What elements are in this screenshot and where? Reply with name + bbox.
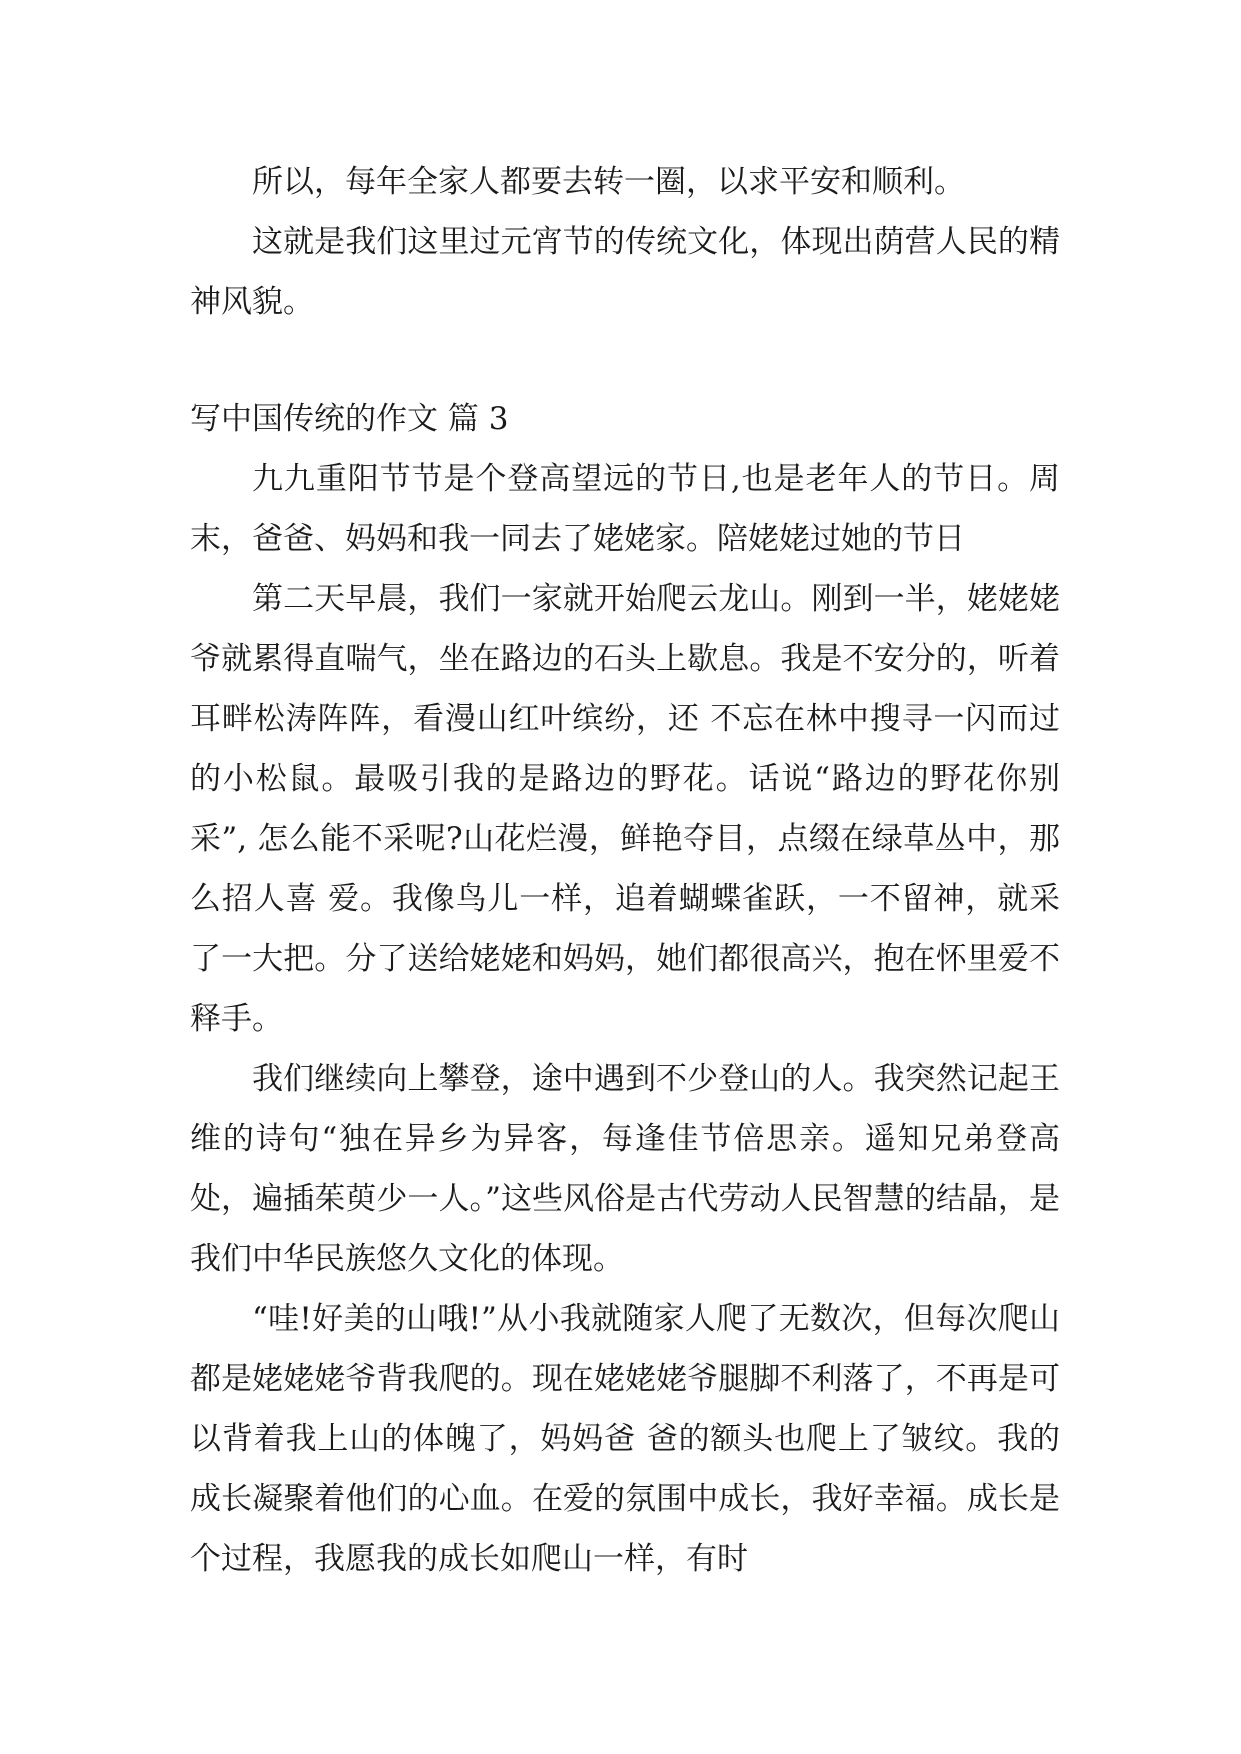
paragraph: 九九重阳节节是个登高望远的节日,也是老年人的节日。周末，爸爸、妈妈和我一同去了姥姥家。陪姥姥过她的节日: [190, 461, 1060, 557]
paragraph: 这就是我们这里过元宵节的传统文化，体现出荫营人民的精神风貌。: [190, 224, 1060, 320]
top-text-block: [190, 152, 1060, 332]
section-title: 写中国传统的作文 篇 3: [190, 401, 509, 437]
paragraph: 所以，每年全家人都要去转一圈，以求平安和顺利。: [252, 164, 965, 200]
paragraph: 第二天早晨，我们一家就开始爬云龙山。刚到一半，姥姥姥爷就累得直喘气，坐在路边的石头上歇息。我是不安分的，听着耳畔松涛阵阵，看漫山红叶缤纷，还 不忘在林中搜寻一闪而过的小松鼠。最吸引我的是路边的野花。话说“路边的野花你别采”, 怎么能不采呢?山花烂漫，鲜艳夺目，点缀在绿草丛中，那么招人喜 爱。我像鸟儿一样，追着蝴蝶雀跃，一不留神，就采了一大把。分了送给姥姥和妈妈，她们都很高兴，抱在怀里爱不释手。: [190, 581, 1060, 1037]
section-text-block: [190, 449, 1060, 1589]
paragraph: “哇!好美的山哦!”从小我就随家人爬了无数次，但每次爬山都是姥姥姥爷背我爬的。现在姥姥姥爷腿脚不利落了，不再是可以背着我上山的体魄了，妈妈爸 爸的额头也爬上了皱纹。我的成长凝聚着他们的心血。在爱的氛围中成长，我好幸福。成长是个过程，我愿我的成长如爬山一样，有时: [190, 1301, 1060, 1577]
paragraph: 我们继续向上攀登，途中遇到不少登山的人。我突然记起王维的诗句“独在异乡为异客，每逢佳节倍思亲。遥知兄弟登高处，遍插茱萸少一人。”这些风俗是古代劳动人民智慧的结晶，是我们中华民族悠久文化的体现。: [190, 1061, 1060, 1277]
